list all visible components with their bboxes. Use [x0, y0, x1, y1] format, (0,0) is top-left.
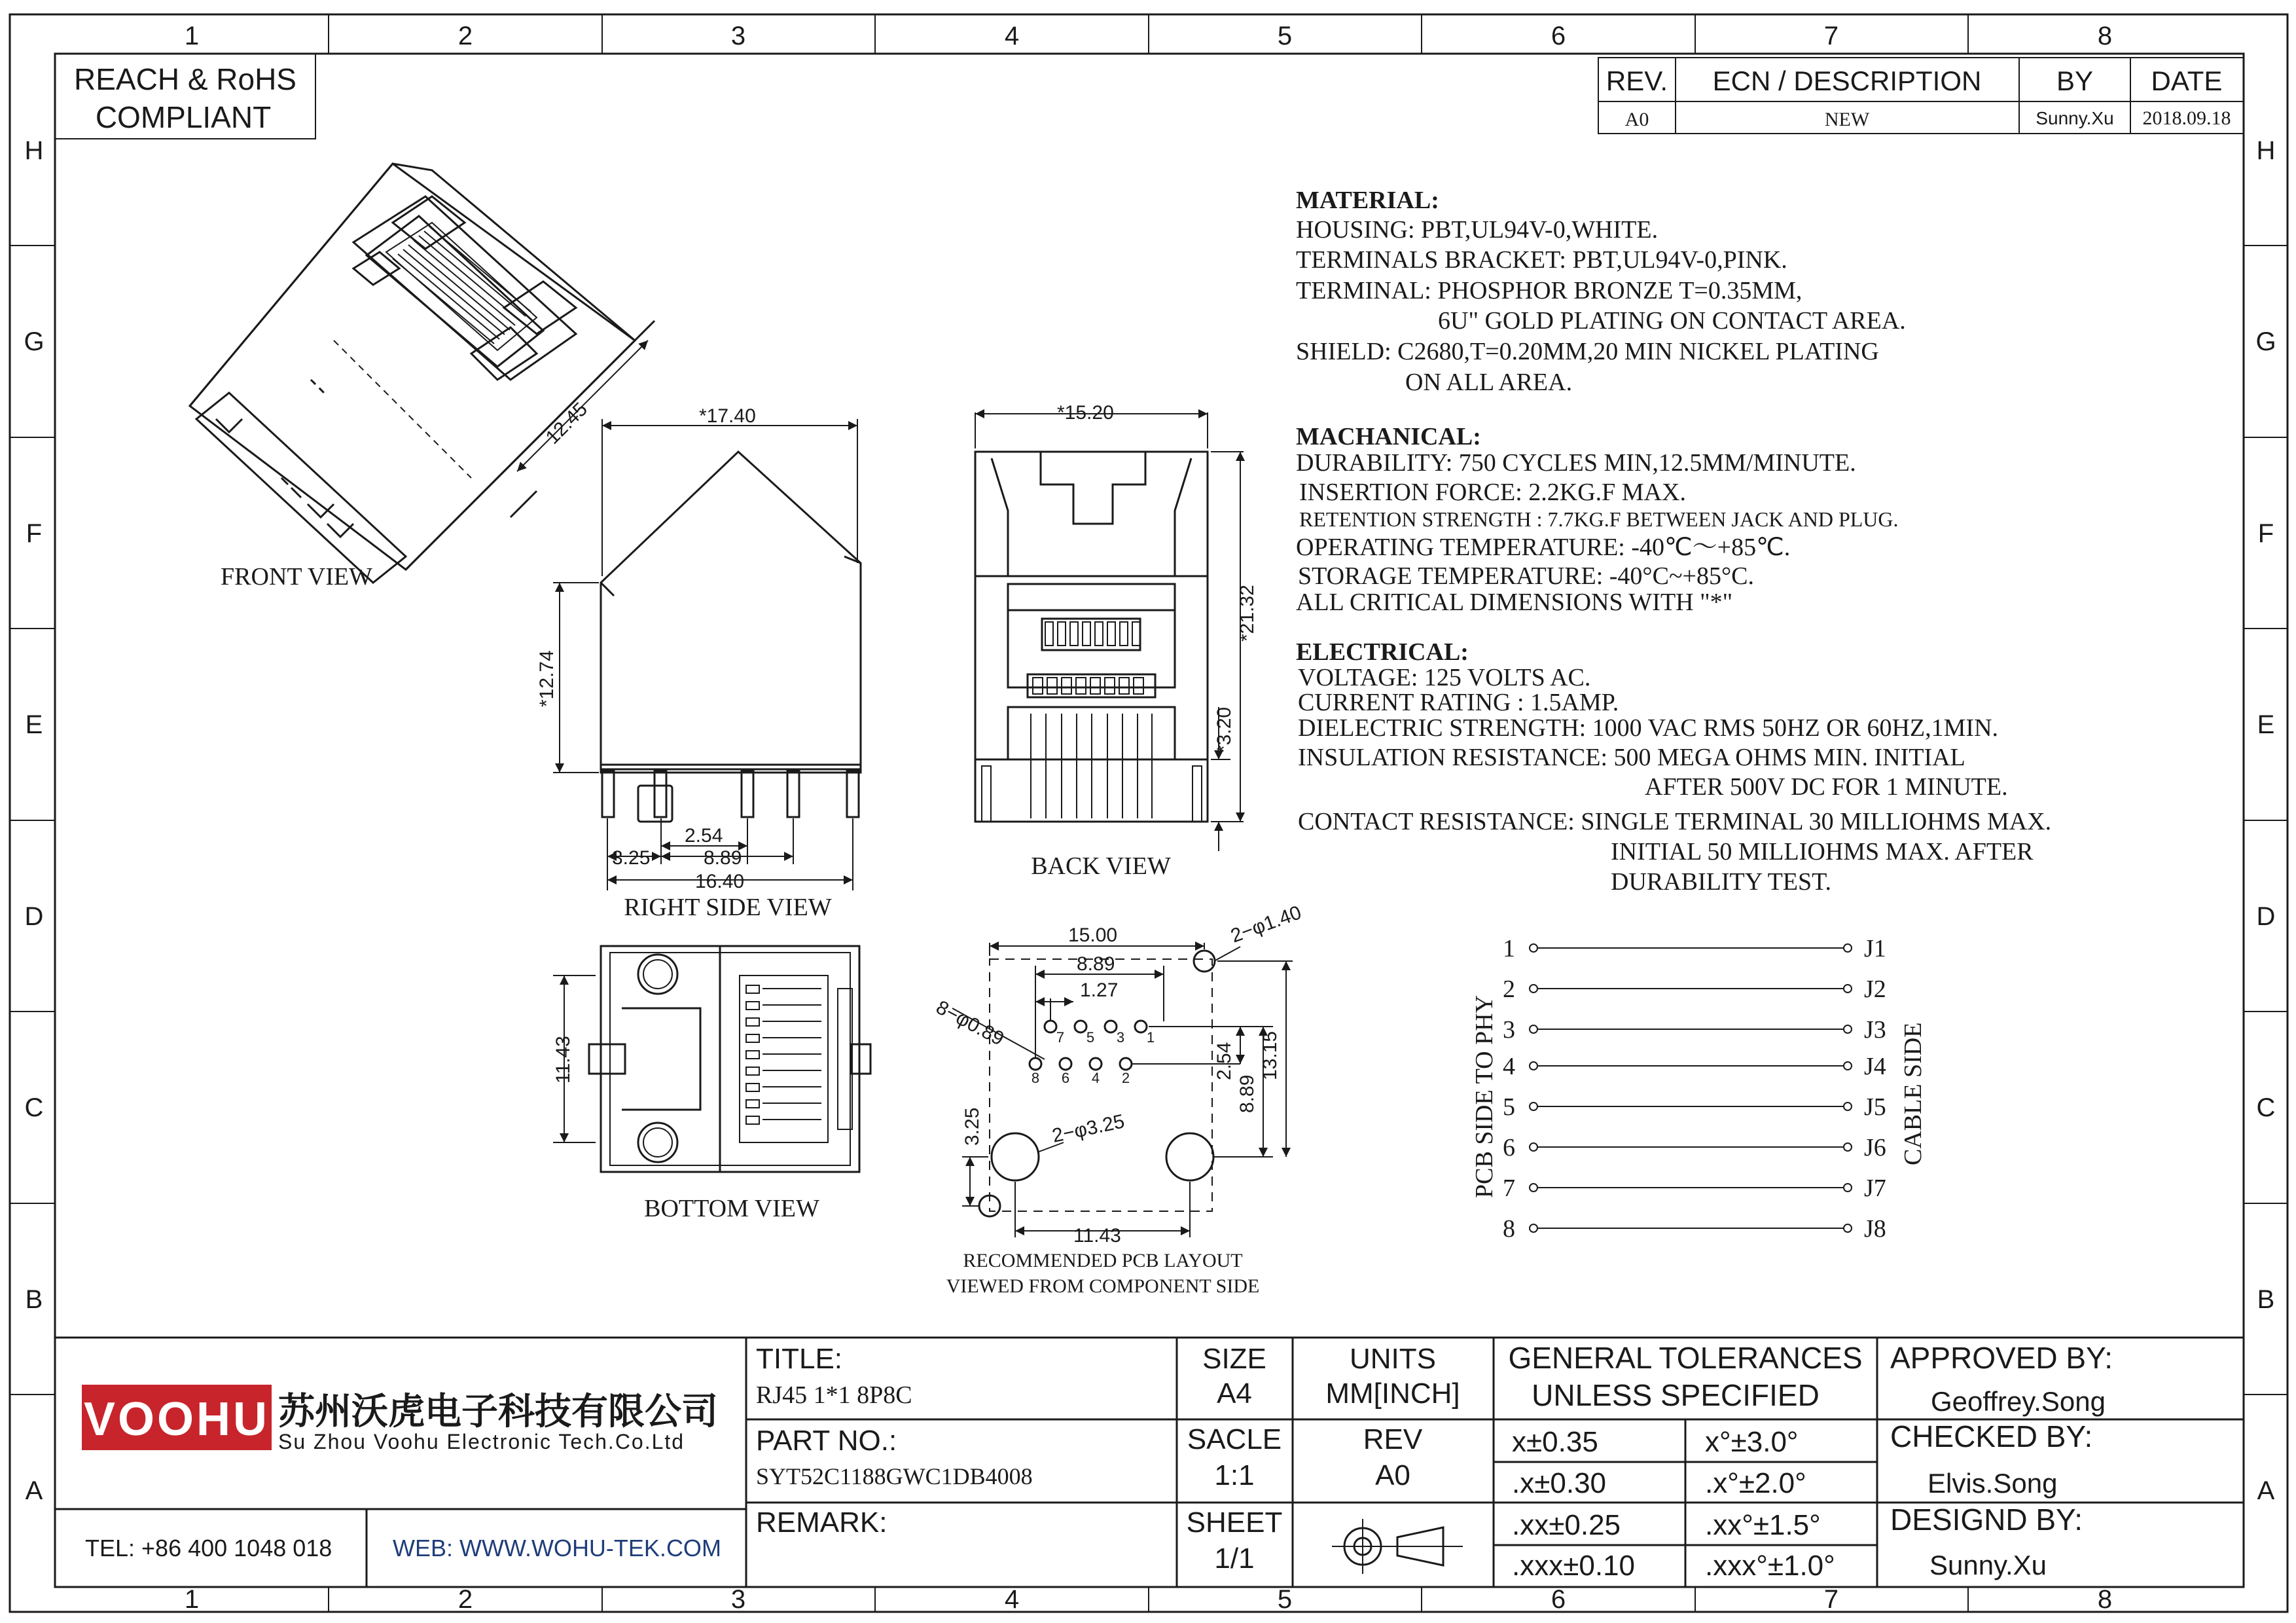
wire-right-label: J4 [1864, 1053, 1886, 1080]
pcb-pin-label: 2 [1121, 1070, 1130, 1086]
col-label: 5 [1277, 22, 1293, 50]
tolerance-linear: .xxx±0.10 [1512, 1550, 1636, 1582]
size-label: SIZE [1202, 1343, 1266, 1375]
dim-back-3-20: *3.20 [1213, 706, 1235, 753]
pcb-layout-label-2: VIEWED FROM COMPONENT SIDE [946, 1275, 1260, 1297]
wiring-diagram [1471, 935, 1927, 1243]
row-label: E [2257, 710, 2275, 739]
company-tel: TEL: +86 400 1048 018 [85, 1535, 332, 1561]
mechanical-heading: MACHANICAL: [1296, 423, 1481, 450]
rev-header: REV. [1605, 65, 1668, 96]
compliance-line2: COMPLIANT [95, 100, 272, 134]
electrical-heading: ELECTRICAL: [1296, 638, 1469, 666]
wire-left-label: 3 [1503, 1016, 1515, 1044]
back-view-label: BACK VIEW [1031, 852, 1171, 880]
spec-line: DURABILITY: 750 CYCLES MIN,12.5MM/MINUTE. [1296, 449, 1856, 477]
approved-label: APPROVED BY: [1890, 1341, 2113, 1375]
units-value: MM[INCH] [1325, 1377, 1460, 1410]
title-value: RJ45 1*1 8P8C [756, 1381, 912, 1409]
dim-pcb-11-43: 11.43 [1073, 1225, 1121, 1247]
col-label: 2 [457, 1585, 473, 1614]
sheet-value: 1/1 [1214, 1542, 1255, 1575]
spec-line: DURABILITY TEST. [1611, 868, 1832, 896]
row-label: B [2257, 1285, 2275, 1314]
compliance-box [55, 54, 315, 139]
scale-value: 1:1 [1214, 1459, 1255, 1491]
by-value: Sunny.Xu [2036, 108, 2114, 128]
spec-line: INSULATION RESISTANCE: 500 MEGA OHMS MIN. INITIAL [1298, 744, 1965, 771]
date-header: DATE [2151, 65, 2223, 96]
spec-line: ALL CRITICAL DIMENSIONS WITH "*" [1296, 589, 1733, 616]
col-label: 7 [1823, 1585, 1839, 1614]
col-label: 5 [1277, 1585, 1293, 1614]
wire-right-label: J2 [1864, 976, 1886, 1003]
dim-side-8-89: 8.89 [704, 847, 742, 869]
wire-right-label: J5 [1864, 1093, 1886, 1121]
col-label: 6 [1551, 1585, 1566, 1614]
dim-pcb-15-00: 15.00 [1068, 924, 1118, 946]
ecn-value: NEW [1824, 109, 1870, 130]
col-label: 3 [730, 22, 746, 50]
row-label: G [24, 327, 45, 356]
spec-line: INITIAL 50 MILLIOHMS MAX. AFTER [1611, 838, 2034, 866]
material-heading: MATERIAL: [1296, 187, 1439, 214]
row-label: F [26, 519, 43, 548]
part-label: PART NO.: [756, 1425, 897, 1457]
spec-line: INSERTION FORCE: 2.2KG.F MAX. [1299, 479, 1686, 506]
projection-symbol-icon [1332, 1519, 1463, 1574]
spec-line: HOUSING: PBT,UL94V-0,WHITE. [1296, 216, 1659, 244]
col-label: 1 [184, 22, 200, 50]
approved-value: Geoffrey.Song [1931, 1386, 2106, 1417]
tolerance-angular: .x°±2.0° [1705, 1467, 1806, 1499]
col-label: 7 [1823, 22, 1839, 50]
row-label: A [2257, 1476, 2275, 1505]
rev-value: A0 [1624, 109, 1649, 130]
company-logo [82, 1385, 272, 1450]
col-label: 3 [730, 1585, 746, 1614]
spec-line: AFTER 500V DC FOR 1 MINUTE. [1645, 773, 2008, 801]
col-label: 1 [184, 1585, 200, 1614]
right-side-view-label: RIGHT SIDE VIEW [624, 894, 832, 921]
ecn-header: ECN / DESCRIPTION [1712, 65, 1982, 96]
dim-pcb-1-27: 1.27 [1080, 979, 1119, 1001]
spec-line: TERMINALS BRACKET: PBT,UL94V-0,PINK. [1296, 246, 1787, 274]
dim-front-depth: 12.45 [541, 398, 592, 448]
row-label: H [24, 136, 44, 165]
row-label: G [2255, 327, 2276, 356]
dim-pcb-hole-325: 2−φ3.25 [1050, 1110, 1127, 1147]
logo-text: VOOHU [83, 1393, 270, 1446]
sheet-label: SHEET [1186, 1506, 1283, 1539]
spec-line: ON ALL AREA. [1405, 369, 1573, 396]
pcb-pin-label: 4 [1091, 1070, 1100, 1086]
spec-line: OPERATING TEMPERATURE: -40℃～+85℃. [1296, 534, 1791, 561]
dim-side-width: *17.40 [699, 405, 756, 427]
wire-right-label: J6 [1864, 1134, 1886, 1161]
tolerance-angular: .xx°±1.5° [1705, 1509, 1821, 1541]
pcb-pin-label: 6 [1061, 1070, 1070, 1086]
date-value: 2018.09.18 [2142, 107, 2231, 129]
dim-bottom-11-43: 11.43 [552, 1036, 574, 1084]
tolerance-heading-1: GENERAL TOLERANCES [1508, 1341, 1863, 1375]
row-label: H [2256, 136, 2276, 165]
dim-side-3-25: 3.25 [612, 847, 651, 869]
tolerance-linear: .x±0.30 [1512, 1467, 1607, 1499]
row-label: E [25, 710, 43, 739]
pcb-pin-label: 8 [1031, 1070, 1040, 1086]
wire-left-label: 7 [1503, 1175, 1515, 1202]
wire-left-label: 5 [1503, 1093, 1515, 1121]
rev-label: REV [1363, 1423, 1423, 1455]
dim-pcb-3-25: 3.25 [961, 1107, 983, 1146]
spec-line: 6U" GOLD PLATING ON CONTACT AREA. [1438, 307, 1906, 335]
pcb-pin-label: 1 [1146, 1029, 1155, 1046]
checked-label: CHECKED BY: [1890, 1419, 2093, 1453]
row-label: C [24, 1093, 44, 1122]
dim-pcb-hole-8: 8−φ0.89 [932, 996, 1008, 1050]
units-label: UNITS [1350, 1343, 1436, 1375]
col-label: 4 [1004, 22, 1020, 50]
scale-label: SACLE [1187, 1423, 1282, 1455]
spec-line: DIELECTRIC STRENGTH: 1000 VAC RMS 50HZ OR 60HZ,1MIN. [1298, 714, 1999, 742]
wire-left-label: 2 [1503, 976, 1515, 1003]
wire-right-label: J7 [1864, 1175, 1886, 1202]
dim-pcb-13-15: 13.15 [1259, 1030, 1281, 1080]
designed-value: Sunny.Xu [1929, 1550, 2047, 1580]
bottom-view-label: BOTTOM VIEW [644, 1195, 819, 1222]
row-label: F [2257, 519, 2274, 548]
cable-side-label: CABLE SIDE [1899, 1022, 1927, 1165]
pcb-layout-label-1: RECOMMENDED PCB LAYOUT [963, 1250, 1243, 1271]
dim-side-height: *12.74 [536, 650, 558, 707]
remark-label: REMARK: [756, 1506, 888, 1539]
wire-right-label: J8 [1864, 1215, 1886, 1243]
wire-left-label: 6 [1503, 1134, 1515, 1161]
front-view-label: FRONT VIEW [221, 563, 372, 591]
tolerance-angular: .xxx°±1.0° [1705, 1550, 1835, 1582]
col-label: 6 [1551, 22, 1566, 50]
row-label: C [2256, 1093, 2276, 1122]
wire-left-label: 8 [1503, 1215, 1515, 1243]
wire-left-label: 1 [1503, 935, 1515, 962]
rev-value: A0 [1375, 1459, 1410, 1491]
col-label: 8 [2097, 1585, 2113, 1614]
dim-pcb-8-89v: 8.89 [1236, 1074, 1258, 1113]
front-view [190, 164, 655, 583]
wire-left-label: 4 [1503, 1053, 1515, 1080]
dim-side-16-40: 16.40 [695, 871, 745, 892]
col-label: 2 [457, 22, 473, 50]
row-label: D [24, 902, 44, 931]
wire-right-label: J1 [1864, 935, 1886, 962]
specifications [1296, 187, 2051, 896]
company-web: WEB: WWW.WOHU-TEK.COM [393, 1535, 721, 1561]
col-label: 8 [2097, 22, 2113, 50]
dim-pcb-2-54: 2.54 [1213, 1042, 1235, 1080]
checked-value: Elvis.Song [1928, 1468, 2058, 1499]
bottom-view [553, 946, 870, 1172]
dim-pcb-8-89: 8.89 [1077, 953, 1115, 975]
row-label: B [25, 1285, 43, 1314]
row-label: D [2256, 902, 2276, 931]
title-label: TITLE: [756, 1343, 843, 1375]
dim-back-height: *21.32 [1236, 585, 1258, 642]
spec-line: VOLTAGE: 125 VOLTS AC. [1298, 664, 1591, 691]
title-block [55, 1338, 2244, 1587]
right-side-view [553, 419, 861, 890]
tolerance-linear: .xx±0.25 [1512, 1509, 1621, 1541]
wire-right-label: J3 [1864, 1016, 1886, 1044]
spec-line: SHIELD: C2680,T=0.20MM,20 MIN NICKEL PLATING [1296, 338, 1879, 365]
spec-line: CONTACT RESISTANCE: SINGLE TERMINAL 30 MILLIOHMS MAX. [1298, 808, 2052, 835]
pcb-pin-label: 5 [1086, 1029, 1095, 1046]
dim-side-pitch: 2.54 [685, 825, 723, 847]
pcb-pin-label: 3 [1116, 1029, 1125, 1046]
part-value: SYT52C1188GWC1DB4008 [756, 1463, 1033, 1489]
dim-pcb-hole-2: 2−φ1.40 [1228, 902, 1304, 947]
col-label: 4 [1004, 1585, 1020, 1614]
back-view [975, 412, 1244, 851]
spec-line: CURRENT RATING : 1.5AMP. [1298, 689, 1619, 716]
tolerance-heading-2: UNLESS SPECIFIED [1532, 1378, 1820, 1412]
compliance-line1: REACH & RoHS [74, 62, 296, 96]
row-label: A [25, 1476, 43, 1505]
pcb-side-label: PCB SIDE TO PHY [1471, 994, 1498, 1198]
designed-label: DESIGND BY: [1890, 1503, 2083, 1537]
spec-line: RETENTION STRENGTH : 7.7KG.F BETWEEN JACK AND PLUG. [1299, 507, 1899, 531]
size-value: A4 [1217, 1377, 1252, 1410]
pcb-pin-label: 7 [1056, 1029, 1065, 1046]
company-name-cn: 苏州沃虎电子科技有限公司 [278, 1391, 718, 1432]
by-header: BY [2056, 65, 2094, 96]
spec-line: STORAGE TEMPERATURE: -40°C~+85°C. [1298, 562, 1754, 590]
spec-line: TERMINAL: PHOSPHOR BRONZE T=0.35MM, [1296, 277, 1803, 304]
dim-back-width: *15.20 [1057, 402, 1114, 424]
company-name-en: Su Zhou Voohu Electronic Tech.Co.Ltd [278, 1430, 685, 1453]
tolerance-linear: x±0.35 [1512, 1426, 1598, 1458]
tolerance-angular: x°±3.0° [1705, 1426, 1799, 1458]
